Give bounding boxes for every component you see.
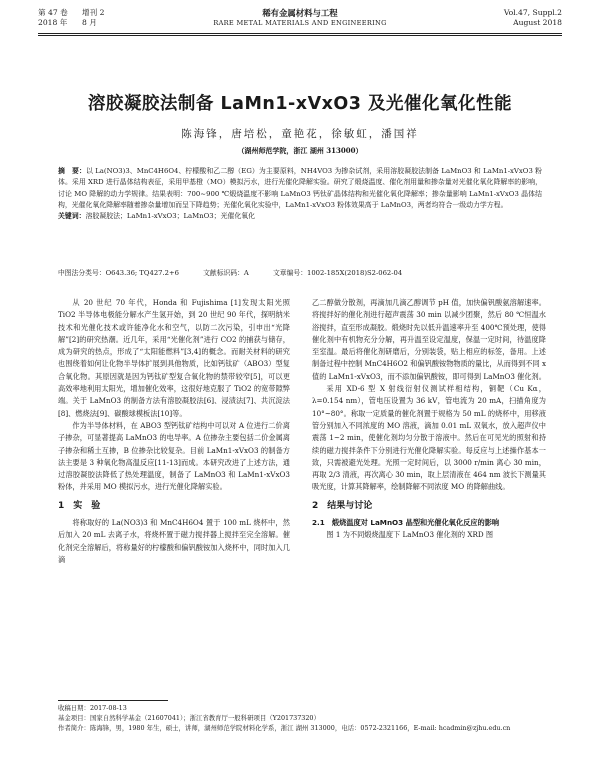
volume-en: Vol.47, Suppl.2 bbox=[503, 8, 562, 17]
journal-title-cn: 稀有金属材料与工程 bbox=[262, 8, 338, 18]
subsection-heading-calcination: 2.1 煅烧温度对 LaMnO3 晶型和光催化氧化反应的影响 bbox=[312, 518, 500, 528]
abstract-label: 摘 要： bbox=[58, 167, 86, 175]
paper-title: 溶胶凝胶法制备 LaMn1-xVxO3 及光催化氧化性能 bbox=[87, 94, 513, 114]
section-heading-experiment: 1 实 验 bbox=[58, 500, 101, 511]
right-column bbox=[312, 297, 546, 542]
clc-number: 中图法分类号：O643.36; TQ427.2+6 bbox=[58, 269, 179, 277]
abstract bbox=[58, 166, 542, 222]
experiment-continued: 乙二醇做分散剂，再滴加几滴乙醇调节 pH 值，加快偏钒酸氨溶解速率。将搅拌好的催化剂进行超声震荡 30 min 以减少团聚，然后 80 ℃恒温水浴搅拌，直至形成凝胶。煅烧时先以低升温速率升至 400℃预处理，使得催化剂中有机物充分分解，再升温至设定温度，保温一定时间，待温度降至室温。最后将催化剂研磨后，分别装袋，贴上相应的标签，备用。上述制备过程中控制 MnC4H6O2 和偏钒酸铵物物质的量比，从而得到不同 x 值的 LaMn1-xVxO3，而不添加偏钒酸铵，即可得到 LaMnO3 催化剂。 bbox=[312, 298, 546, 381]
intro-paragraph-2: 作为半导体材料，在 ABO3 型钙钛矿结构中可以对 A 位进行二价离子掺杂，可显著提高 LaMnO3 的电导率。A 位掺杂主要包括二价金属离子掺杂和稀土互掺，B 位掺杂比较复杂。目前 LaMn1-xVxO3 的制备方法主要是 3 种氧化物高温反应[11-13]而成。本研究改进了上述方法，通过溶胶凝胶法降低了热处理温度，制备了 LaMnO3 和 LaMn1-xVxO3 粉体，并采用 MO 模拟污水，进行光催化降解实验。 bbox=[58, 420, 290, 492]
footnote-rule bbox=[58, 700, 168, 701]
characterization-paragraph: 采用 XD-6 型 X 射线衍射仪测试样相结构，铜靶（Cu Kα，λ=0.154 nm），管电压设置为 36 kV，管电流为 20 mA，扫描角度为 10°~80°。称取一定质量的催化剂置于规格为 50 mL 的烧杯中，用移液管分别加入不同浓度的 MO 溶液，滴加 0.01 mL 双氧水，放入超声仪中震荡 1~2 min，使催化剂均匀分散于溶液中。然后在可见光的照射和持续的磁力搅拌条件下分别进行光催化降解实验。每反应与上述操作基本一致，只需被避光处理。光照一定时间后，以 3000 r/min 离心 30 min，再取 2/3 清液，再次离心 30 min，取上层清液在 464 nm 波长下测量其吸光度，计算其降解率，绘制降解不同浓度 MO 的降解曲线。 bbox=[312, 384, 546, 492]
received-date: 收稿日期：2017-08-13 bbox=[58, 704, 127, 712]
funding-info: 基金项目：国家自然科学基金（21607041）；浙江省教育厅一般科研项目（Y201737320） bbox=[58, 714, 320, 722]
results-paragraph: 图 1 为不同煅烧温度下 LaMnO3 催化剂的 XRD 图 bbox=[326, 530, 494, 540]
header-center bbox=[38, 8, 562, 28]
left-column bbox=[58, 297, 290, 566]
abstract-text: 以 La(NO3)3、MnC4H6O4、柠檬酸和乙二醇（EG）为主要原料，NH4VO3 为掺杂试剂，采用溶胶凝胶法制备 LaMnO3 和 LaMn1-xVxO3 粉体。采用 XRD 进行晶体结构表征，采用甲基橙（MO）模拟污水，进行光催化降解实验。研究了煅烧温度、催化剂用量和掺杂量对光催化氧化降解率的影响，讨论 MO 降解的动力学规律。结果表明：700~900 ℃煅烧温度不影响 LaMnO3 钙钛矿晶体结构和光催化氧化降解率；掺杂量影响 LaMn1-xVxO3 晶体结构，光催化氧化降解率随着掺杂量增加而呈下降趋势；光催化氧化实验中，LaMn1-xVxO3 粉体效果高于 LaMnO3，两者均符合一级动力学方程。 bbox=[58, 167, 543, 209]
affiliation: （湖州师范学院，浙江 湖州 313000） bbox=[237, 146, 363, 155]
intro-paragraph-1: 从 20 世纪 70 年代，Honda 和 Fujishima [1]发现太阳光照 TiO2 半导体电极能分解水产生氢开始，到 20 世纪 90 年代，探明纳米技术和光催化技术或许能净化水和空气，以防二次污染，引申出“光降解”[2]的研究热潮。近几年，采用“光催化剂”进行 CO2 的捕获与储存，成为研究的热点，形成了“太阳能燃料”[3,4]的概念。而耐关材料的研究也围绕着如何让化物半导体扩展到具他物质，比如钙钛矿（ABO3）型复合氧化物。其原因就是因为钙钛矿型复合氧化物的禁带较窄[5]，可以更高效率地利用太阳光，增加催化效率，这很好地克服了 TiO2 的宽带隙弊端。关于 LaMnO3 的制备方法有溶胶凝胶法[6]、浸渍法[7]、共沉淀法[8]、燃烧法[9]、碳酸球模板法[10]等。 bbox=[58, 298, 290, 418]
supplement-cn: 增刊 2 bbox=[82, 8, 105, 17]
section-heading-results: 2 结果与讨论 bbox=[312, 500, 373, 511]
header-rule-thin bbox=[38, 35, 562, 36]
year-cn: 2018 年 bbox=[38, 18, 68, 27]
header-right bbox=[504, 8, 562, 28]
keywords-label: 关键词： bbox=[58, 212, 86, 221]
header-rule bbox=[38, 33, 562, 34]
month-en: August 2018 bbox=[513, 18, 562, 27]
keywords-text: 溶胶凝胶法；LaMn1-xVxO3；LaMnO3；光催化氧化 bbox=[85, 212, 256, 221]
volume-cn: 第 47 卷 bbox=[38, 8, 68, 17]
author-bio: 作者简介：陈海锋，男，1980 年生，硕士，讲师，湖州师范学院材料化学系，浙江 湖州 313000，电话：0572-2321166，E-mail: hcadmin@zjhu.edu.cn bbox=[58, 724, 511, 732]
running-header bbox=[38, 6, 562, 32]
experiment-paragraph: 将称取好的 La(NO3)3 和 MnC4H6O4 置于 100 mL 烧杯中，然后加入 20 mL 去离子水，将烧杯置于磁力搅拌器上搅拌至完全溶解。催化剂完全溶解后，将称量好的柠檬酸和偏钒酸铵加入烧杯中，同时加入几滴 bbox=[58, 518, 290, 564]
classification-line bbox=[58, 268, 542, 279]
author-list: 陈海锋，唐培松，童艳花，徐敏虹，潘国祥 bbox=[181, 128, 419, 140]
journal-title-en: RARE METAL MATERIALS AND ENGINEERING bbox=[213, 19, 387, 27]
article-number: 文章编号：1002-185X(2018)S2-062-04 bbox=[273, 269, 403, 277]
document-code: 文献标识码：A bbox=[203, 269, 249, 277]
footnote bbox=[58, 700, 542, 733]
month-cn: 8 月 bbox=[82, 18, 97, 27]
